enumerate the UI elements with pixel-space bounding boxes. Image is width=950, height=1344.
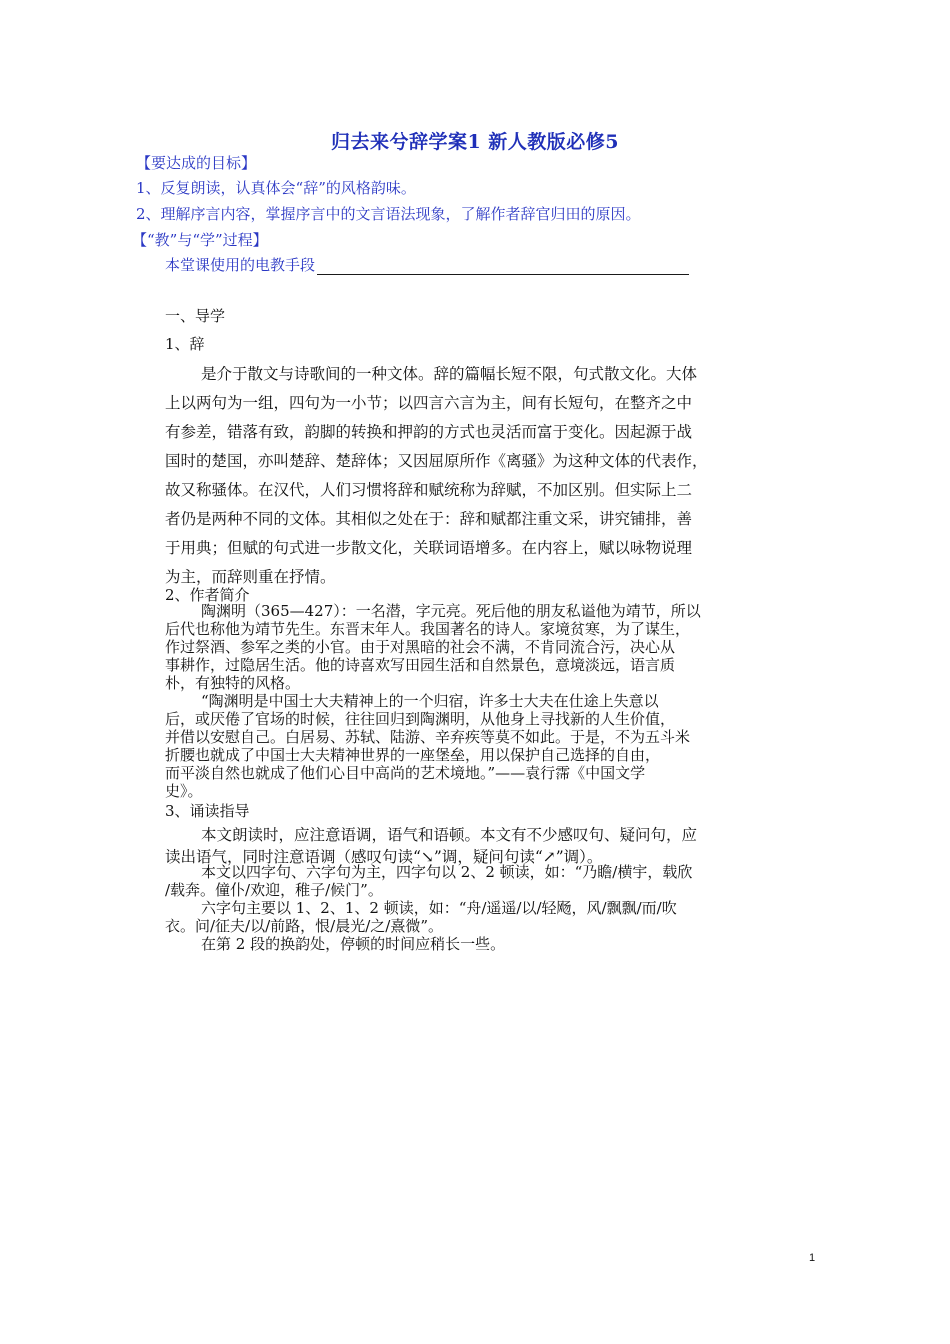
quote-line: 后，或厌倦了官场的时候，往往回归到陶渊明，从他身上寻找新的人生价值， [165, 710, 676, 728]
paragraph-line: 作过祭酒、参军之类的小官。由于对黑暗的社会不满，不肯同流合污，决心从 [165, 638, 676, 656]
paragraph-line: 者仍是两种不同的文体。其相似之处在于：辞和赋都注重文采，讲究铺排，善 [165, 510, 693, 528]
paragraph-line: 后代也称他为靖节先生。东晋末年人。我国著名的诗人。家境贫寒，为了谋生， [165, 620, 691, 638]
page-title: 归去来兮辞学案1 新人教版必修5 [330, 131, 620, 153]
quote-line: 史》。 [165, 782, 203, 800]
quote-line: 折腰也就成了中国士大夫精神世界的一座堡垒，用以保护自己选择的自由， [165, 746, 661, 764]
paragraph-line: 六字句主要以 1、2、1、2 顿读，如：“舟/遥遥/以/轻飏，风/飘飘/而/吹 [201, 899, 677, 917]
paragraph-line: 朴，有独特的风格。 [165, 674, 301, 692]
process-header: 【“教”与“学”过程】 [132, 231, 268, 249]
subsection-author-heading: 2、作者简介 [165, 586, 250, 604]
goal-item: 2、理解序言内容，掌握序言中的文言语法现象，了解作者辞官归田的原因。 [136, 205, 641, 223]
media-line [165, 254, 689, 275]
paragraph-line: /载奔。僮仆/欢迎，稚子/候门”。 [165, 881, 383, 899]
paragraph-line: 于用典；但赋的句式进一步散文化，关联词语增多。在内容上，赋以咏物说理 [165, 539, 693, 557]
quote-line: 并借以安慰自己。白居易、苏轼、陆游、辛弃疾等莫不如此。于是，不为五斗米 [165, 728, 691, 746]
paragraph-line: 事耕作，过隐居生活。他的诗喜欢写田园生活和自然景色，意境淡远，语言质 [165, 656, 676, 674]
quote-line: 而平淡自然也就成了他们心目中高尚的艺术境地。”——袁行霈《中国文学 [165, 764, 646, 782]
paragraph-line: 陶渊明（365—427）：一名潜，字元亮。死后他的朋友私谥他为靖节，所以 [201, 602, 701, 620]
subsection-ci-heading: 1、辞 [165, 335, 205, 353]
paragraph-line: 有参差，错落有致，韵脚的转换和押韵的方式也灵活而富于变化。因起源于战 [165, 423, 693, 441]
paragraph-line: 国时的楚国，亦叫楚辞、楚辞体；又因屈原所作《离骚》为这种文体的代表作， [165, 452, 708, 470]
quote-line: “陶渊明是中国士大夫精神上的一个归宿，许多士大夫在仕途上失意以 [201, 692, 659, 710]
media-label: 本堂课使用的电教手段 [165, 256, 316, 274]
subsection-reading-heading: 3、诵读指导 [165, 802, 250, 820]
paragraph-line: 本文以四字句、六字句为主，四字句以 2、2 顿读，如：“乃瞻/横宇，载欣 [201, 863, 693, 881]
paragraph-line: 衣。问/征夫/以/前路，恨/晨光/之/熹微”。 [165, 917, 443, 935]
media-fill-blank[interactable] [317, 258, 689, 275]
paragraph-line: 为主，而辞则重在抒情。 [165, 568, 336, 586]
paragraph-line: 是介于散文与诗歌间的一种文体。辞的篇幅长短不限，句式散文化。大体 [201, 365, 698, 383]
paragraph-line: 在第 2 段的换韵处，停顿的时间应稍长一些。 [201, 935, 506, 953]
paragraph-line: 上以两句为一组，四句为一小节；以四言六言为主，间有长短句，在整齐之中 [165, 394, 693, 412]
section-guide-heading: 一、导学 [165, 307, 226, 325]
page-number: 1 [809, 1252, 816, 1264]
paragraph-line: 本文朗读时，应注意语调，语气和语顿。本文有不少感叹句、疑问句，应 [201, 826, 698, 844]
paragraph-line: 故又称骚体。在汉代，人们习惯将辞和赋统称为辞赋，不加区别。但实际上二 [165, 481, 693, 499]
goals-header: 【要达成的目标】 [136, 154, 257, 172]
paragraph-line: 读出语气，同时注意语调（感叹句读“↘”调，疑问句读“↗”调）。 [165, 848, 603, 866]
goal-item: 1、反复朗读，认真体会“辞”的风格韵味。 [136, 179, 416, 197]
